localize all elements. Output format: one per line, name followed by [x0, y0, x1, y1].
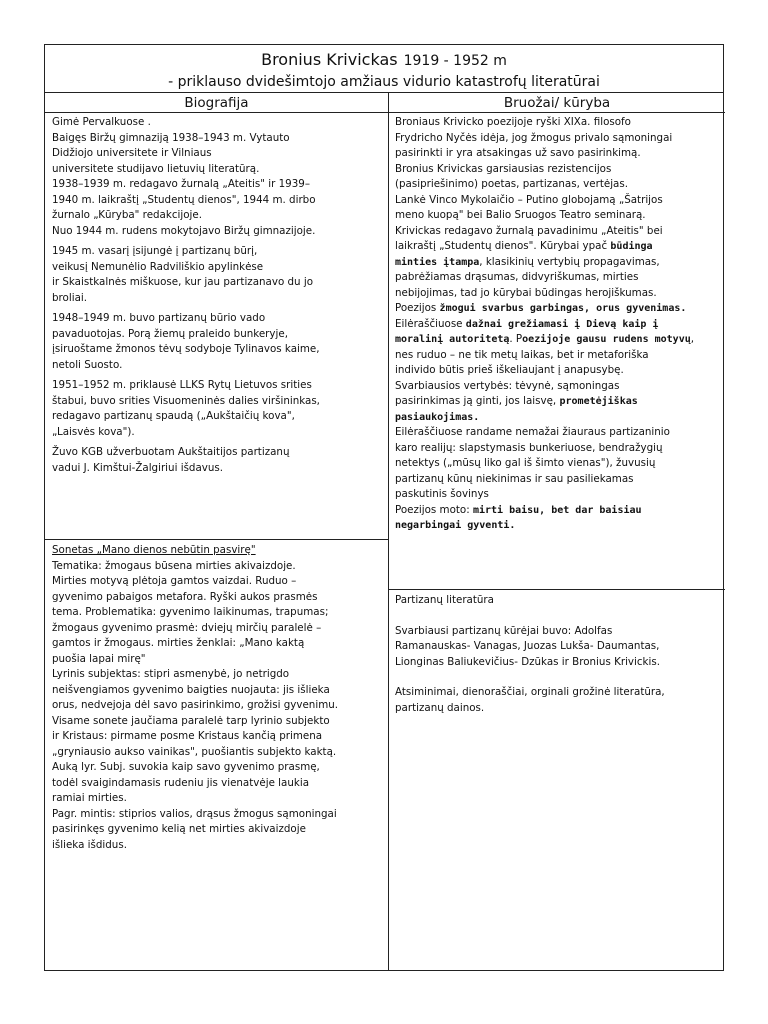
partizanu-note: Atsiminimai, dienoraščiai, orginali grožinė literatūra,	[395, 686, 665, 698]
bruozai-line: nebijojimas, tad jo kūrybai būdingas herojiškumas.	[395, 286, 657, 299]
bruozai-line: karo realijų: slapstymasis bunkeriuose, bendražygių	[395, 441, 663, 454]
document-header	[45, 45, 723, 93]
sonetas-line: todėl svaigindamasis rudeniu jis vienatvėje laukia	[52, 776, 310, 789]
bio-line: pavaduotojas. Porą žiemų praleido bunkeryje,	[52, 327, 288, 340]
bold-run: pasiaukojimas.	[395, 411, 480, 423]
text-run: ,	[690, 333, 695, 345]
bruozai-line	[395, 301, 723, 317]
bio-line: 1945 m. vasarį įsijungė į partizanų būrį,	[52, 245, 258, 257]
bruozai-line: pasirinkti ir yra atsakingas už savo pasirinkimą.	[395, 147, 641, 159]
bio-paragraph	[52, 445, 386, 476]
sonetas-line: gamtos ir žmogaus. mirties ženklai: „Mano kaktą	[52, 637, 305, 649]
subtitle: - priklauso dvidešimtojo amžiaus vidurio katastrofų literatūrai	[168, 74, 600, 90]
bruozai-line: partizanų kūnų niekinimas ir sau pasiliekamas	[395, 472, 634, 485]
bio-line: 1940 m. laikraštį „Studentų dienos", 1944 m. dirbo	[52, 193, 316, 206]
sonetas-line: orus, nedvejoja dėl savo pasirinkimo, grožisi gyvenimu.	[52, 699, 339, 711]
bruozai-line	[395, 255, 723, 271]
bruozai-line	[395, 410, 723, 426]
bio-line: įsiruoštame žmonos tėvų sodyboje Tylinavos kaime,	[52, 343, 320, 355]
text-run: Poezijos	[395, 302, 440, 314]
bold-run: negarbingai gyventi.	[395, 520, 516, 531]
sonetas-line: puošia lapai mirę"	[52, 652, 146, 665]
sonetas-line: išlieka išdidus.	[52, 838, 127, 851]
bio-line: broliai.	[52, 291, 88, 304]
bruozai-line	[395, 394, 723, 410]
bio-line: ir Skaistkalnės miškuose, kur jau partizanavo du jo	[52, 276, 314, 288]
partizanu-line: Lionginas Baliukevičius- Dzūkas ir Bronius Krivickis.	[395, 655, 661, 668]
bio-line: Gimė Pervalkuose .	[52, 116, 151, 128]
sonetas-line: ramiai mirties.	[52, 792, 127, 804]
bio-paragraph	[52, 311, 386, 373]
text-run: pasirinkimas ją ginti, jos laisvę,	[395, 395, 560, 407]
text-run: . P	[509, 333, 523, 345]
bio-line: Žuvo KGB užverbuotam Aukštaitijos partizanų	[52, 446, 290, 458]
biografija-section	[52, 115, 386, 476]
bio-line: netoli Suosto.	[52, 358, 123, 371]
sonetas-line: gyvenimo pabaigos metafora. Ryški aukos prasmės	[52, 590, 318, 603]
bruozai-line	[395, 317, 723, 333]
column-heading-biografija: Biografija	[45, 93, 388, 113]
text-run: laikraštį „Studentų dienos". Kūrybai ypač	[395, 240, 611, 252]
bio-line: „Laisvės kova").	[52, 425, 135, 438]
author-name: Bronius Krivickas	[261, 50, 398, 69]
bio-paragraph	[52, 115, 386, 239]
sonetas-line: Tematika: žmogaus būsena mirties akivaizdoje.	[52, 559, 296, 572]
spacer	[395, 670, 723, 685]
column-heading-bruozai: Bruožai/ kūryba	[389, 93, 725, 113]
bold-run: būdinga	[610, 241, 653, 252]
bio-line: 1948–1949 m. buvo partizanų būrio vado	[52, 312, 266, 324]
bio-line: Nuo 1944 m. rudens mokytojavo Biržų gimnazijoje.	[52, 224, 316, 237]
partizanu-literatura-section	[395, 593, 723, 716]
text-run: Poezijos moto:	[395, 503, 473, 516]
bruozai-line	[395, 332, 723, 348]
document-frame	[44, 44, 724, 971]
bruozai-line: Lankė Vinco Mykolaičio – Putino globojamą „Šatrijos	[395, 193, 663, 206]
bruozai-section	[395, 115, 723, 534]
bruozai-line: Svarbiausios vertybės: tėvynė, sąmoningas	[395, 379, 620, 392]
bruozai-line: Frydricho Nyčės idėja, jog žmogus privalo sąmoningai	[395, 131, 673, 144]
sonetas-line: „gryniausio aukso vainikas", puošiantis subjekto kaktą.	[52, 745, 337, 758]
bruozai-line: meno kuopą" bei Balio Sruogos Teatro seminarą.	[395, 209, 646, 221]
bold-run: prometėjiškas	[559, 396, 638, 407]
partizanu-line: Ramanauskas- Vanagas, Juozas Lukša- Daumantas,	[395, 640, 660, 652]
bio-line: veikusį Nemunėlio Radviliškio apylinkėse	[52, 260, 264, 273]
left-row-divider	[45, 539, 388, 540]
bold-run: minties įtampa	[395, 256, 480, 268]
bruozai-line: Krivickas redagavo žurnalą pavadinimu „Ateitis" bei	[395, 224, 663, 237]
spacer	[395, 609, 723, 624]
sonetas-line: Auką lyr. Subj. suvokia kaip savo gyvenimo prasmę,	[52, 761, 320, 773]
partizanu-note: partizanų dainos.	[395, 701, 485, 714]
bio-line: Baigęs Biržų gimnaziją 1938–1943 m. Vytauto	[52, 131, 290, 144]
bruozai-line	[395, 239, 723, 255]
bio-line: 1938–1939 m. redagavo žurnalą „Ateitis" ir 1939–	[52, 178, 310, 190]
bruozai-line: Bronius Krivickas garsiausias rezistencijos	[395, 162, 612, 175]
bruozai-line: pabrėžiamas drąsumas, didvyriškumas, mirties	[395, 271, 639, 283]
partizanu-title: Partizanų literatūra	[395, 594, 494, 606]
bio-line: redagavo partizanų spaudą („Aukštaičių kova",	[52, 410, 295, 422]
bruozai-line: (pasipriešinimo) poetas, partizanas, vertėjas.	[395, 178, 628, 190]
title-line	[45, 50, 723, 71]
text-run: Eilėraščiuose	[395, 317, 466, 330]
column-divider	[388, 93, 389, 970]
sonetas-line: tema. Problematika: gyvenimo laikinumas, trapumas;	[52, 606, 329, 618]
bio-line: universitete studijavo lietuvių literatūrą.	[52, 162, 260, 175]
bruozai-line: nes ruduo – ne tik metų laikas, bet ir metaforiška	[395, 348, 649, 361]
bold-run: žmogui svarbus garbingas, orus gyvenimas.	[439, 303, 687, 314]
sonetas-section	[52, 543, 386, 853]
bold-run: moralinį autoritetą	[395, 334, 510, 345]
sonetas-line: ir Kristaus: pirmame posme Kristaus kančią primena	[52, 730, 323, 742]
bio-paragraph	[52, 378, 386, 440]
bio-paragraph	[52, 244, 386, 306]
bruozai-line: Broniaus Krivicko poezijoje ryški XIXa. filosofo	[395, 116, 631, 128]
sonetas-line: Lyrinis subjektas: stipri asmenybė, jo netrigdo	[52, 668, 290, 680]
sonetas-line: pasirinkęs gyvenimo kelią net mirties akivaizdoje	[52, 823, 306, 835]
bold-run: mirti baisu, bet dar baisiau	[472, 504, 642, 516]
sonetas-line: neišvengiamos gyvenimo baigties nuojauta: jis išlieka	[52, 683, 330, 696]
text-run: , klasikinių vertybių propagavimas,	[479, 255, 660, 268]
bruozai-line: paskutinis šovinys	[395, 488, 489, 500]
bold-run: oezijoje gausu rudens motyvų	[522, 334, 691, 345]
bruozai-line	[395, 518, 723, 534]
bio-line: vadui J. Kimštui-Žalgiriui išdavus.	[52, 461, 224, 474]
bruozai-line: netektys („mūsų liko gal iš šimto vienas"), žuvusių	[395, 457, 656, 469]
partizanu-line: Svarbiausi partizanų kūrėjai buvo: Adolfas	[395, 624, 613, 637]
bruozai-line: individo būtis prieš iškeliaujant į anapusybę.	[395, 364, 624, 376]
bold-run: dažnai grežiamasi į Dievą kaip į	[465, 318, 659, 330]
sonetas-line: Mirties motyvą plėtoja gamtos vaizdai. Ruduo –	[52, 575, 297, 587]
sonetas-line: Pagr. mintis: stiprios valios, drąsus žmogus sąmoningai	[52, 807, 337, 820]
sonetas-title: Sonetas „Mano dienos nebūtin pasvirę"	[52, 544, 256, 556]
right-row-divider	[389, 589, 725, 590]
bio-line: 1951–1952 m. priklausė LLKS Rytų Lietuvos srities	[52, 379, 312, 391]
bruozai-line: Eilėraščiuose randame nemažai žiauraus partizaninio	[395, 426, 670, 438]
bruozai-line	[395, 503, 723, 519]
author-years: 1919 - 1952 m	[403, 53, 507, 69]
sonetas-line: žmogaus gyvenimo prasmė: dviejų mirčių paralelė –	[52, 621, 322, 634]
sonetas-line: Visame sonete jaučiama paralelė tarp lyrinio subjekto	[52, 714, 330, 727]
bio-line: Didžiojo universitete ir Vilniaus	[52, 147, 212, 159]
bio-line: žurnalo „Kūryba" redakcijoje.	[52, 209, 202, 221]
bio-line: štabui, buvo srities Visuomeninės dalies viršininkas,	[52, 394, 320, 407]
